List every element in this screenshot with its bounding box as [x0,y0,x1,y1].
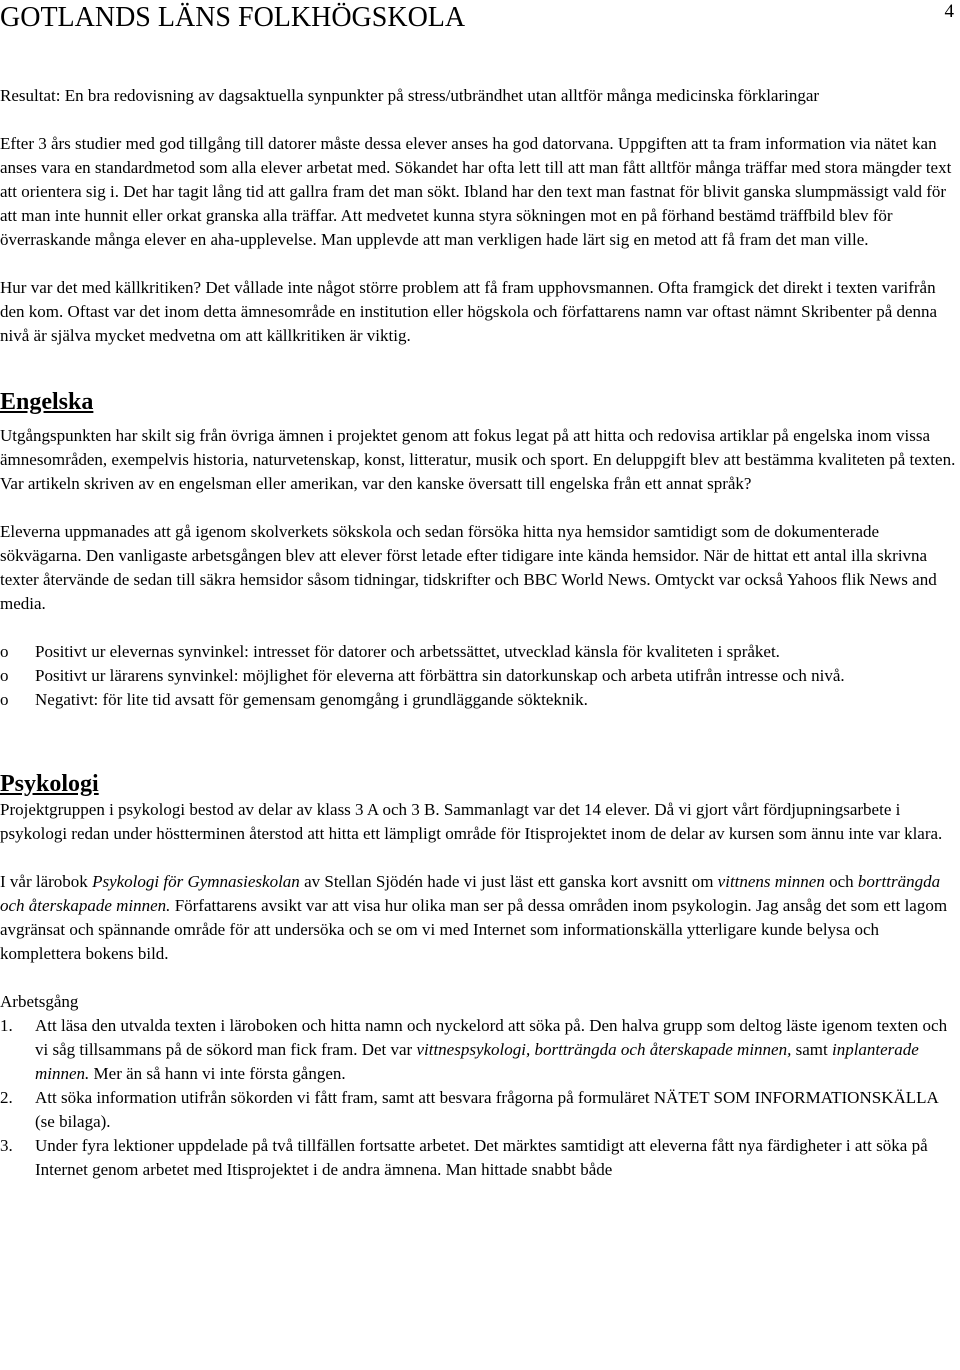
step-number: 2. [0,1088,13,1107]
topic-term: bortträngda och återskapade minnen. [0,872,941,915]
step-number: 3. [0,1136,13,1155]
text-run: Mer än så hann vi inte första gången. [89,1064,346,1083]
page-number: 4 [944,1,954,22]
engelska-evaluation-list [0,640,956,712]
list-item-text: Positivt ur elevernas synvinkel: intresset för datorer och arbetssättet, utvecklad känsla för kvaliteten i språket. [35,642,780,661]
list-item-text: Positivt ur lärarens synvinkel: möjlighet för eleverna att förbättra sin datorkunskap och arbeta utifrån intresse och nivå. [35,666,845,685]
source-criticism-paragraph: Hur var det med källkritiken? Det vållade inte något större problem att få fram upphovsmannen. Ofta framgick det direkt i texten varifrån den kom. Oftast var det inom detta ämnesområde en institution eller högskola och författarens namn var oftast nämnt Skribenter på denna nivå är själva mycket medvetna om att källkritiken är viktig. [0,278,938,345]
engelska-paragraph-1: Utgångspunkten har skilt sig från övriga ämnen i projektet genom att fokus legat på att hitta och redovisa artiklar på engelska inom vissa ämnesområden, exempelvis historia, naturvetenskap, konst, litteratur, musik och sport. En deluppgift blev att bestämma kvaliteten på texten. Var artikeln skriven av en engelsman eller amerikan, var den kanske översatt till engelska från ett annat språk? [0,426,956,493]
arbetsgang-steps [0,1014,956,1182]
text-run: Att läsa den utvalda texten i läroboken och hitta namn och nyckelord att söka på. Den halva grupp som deltog läste igenom texten och vi såg tillsammans på de sökord man fick fram. Det var [35,1016,948,1059]
page-content [0,84,956,1182]
step-number: 1. [0,1016,13,1035]
engelska-paragraph-2: Eleverna uppmanades att gå igenom skolverkets sökskola och sedan försöka hitta nya hemsidor samtidigt som de dokumenterade sökvägarna. Den vanligaste arbetsgången blev att elever först letade efter tidigare inte kända hemsidor. När de hittat ett antal illa skrivna texter återvände de sedan till säkra hemsidor såsom tidningar, tidskrifter och BBC World News. Omtyckt var också Yahoos flik News and media. [0,522,937,613]
text-run: I vår lärobok [0,872,93,891]
text-run: av Stellan Sjödén hade vi just läst ett ganska kort avsnitt om [304,872,718,891]
result-paragraph: Resultat: En bra redovisning av dagsaktuella synpunkter på stress/utbrändhet utan alltför många medicinska förklaringar [0,86,820,105]
text-run: Under fyra lektioner uppdelade på två tillfällen fortsatte arbetet. Det märktes samtidigt att eleverna fått nya färdigheter i att söka på Internet genom arbetet med Itisprojektet i de andra ämnena. Man hittade snabbt både [35,1136,928,1179]
list-item [0,664,956,688]
list-item [0,1014,956,1086]
text-run: samt [791,1040,832,1059]
text-run: Författarens avsikt var att visa hur olika man ser på dessa områden inom psykologin. Jag ansåg det som ett lagom avgränsat och spännande område för att undersöka och se om vi med Internet som informationskälla ytterligare kunde belysa och komplettera bokens bild. [0,896,948,963]
text-run: och [829,872,858,891]
list-item [0,1086,956,1134]
page-header [0,0,960,40]
list-item-text: Negativt: för lite tid avsatt för gemensam genomgång i grundläggande sökteknik. [35,690,588,709]
psykologi-paragraph-1: Projektgruppen i psykologi bestod av delar av klass 3 A och 3 B. Sammanlagt var det 14 elever. Då vi gjort vårt fördjupningsarbete i psykologi redan under höstterminen återstod att hitta ett lämpligt område för Itisprojektet inom de delar av kursen som ännu inte var klara. [0,800,943,843]
keyword-term: inplanterade minnen. [35,1040,919,1083]
arbetsgang-label: Arbetsgång [0,992,79,1011]
bullet-mark: o [0,642,9,661]
list-item [0,1134,956,1182]
section-heading-psykologi: Psykologi [0,771,99,797]
keyword-term: vittnespsykologi, bortträngda och återskapade minnen, [416,1040,792,1059]
psykologi-paragraph-2 [0,870,956,966]
bullet-mark: o [0,666,9,685]
text-run: Att söka information utifrån sökorden vi fått fram, samt att besvara frågorna på formuläret NÄTET SOM INFORMATIONSKÄLLA (se bilaga). [35,1088,938,1131]
section-heading-engelska: Engelska [0,389,94,415]
search-experience-paragraph: Efter 3 års studier med god tillgång till datorer måste dessa elever anses ha god datorvana. Uppgiften att ta fram information via nätet kan anses vara en standardmetod som alla elever arbetat med. Sökandet har ofta lett till att man fått alltför många träffar med stora mängder text att orientera sig i. Det har tagit lång tid att gallra fram det man sökt. Ibland har den text man fastnat för blivit ganska slumpmässigt vald för att man inte hunnit eller orkat granska alla träffar. Att medvetet kunna styra sökningen mot en på förhand bestämd träffbild blev för överraskande många elever en aha-upplevelse. Man upplevde att man verkligen hade lärt sig en metod att få fram det man ville. [0,134,952,249]
school-title: GOTLANDS LÄNS FOLKHÖGSKOLA [0,2,466,33]
list-item [0,640,956,664]
list-item [0,688,956,712]
topic-term: vittnens minnen [717,872,830,891]
bullet-mark: o [0,690,9,709]
book-title: Psykologi för Gymnasieskolan [92,872,305,891]
